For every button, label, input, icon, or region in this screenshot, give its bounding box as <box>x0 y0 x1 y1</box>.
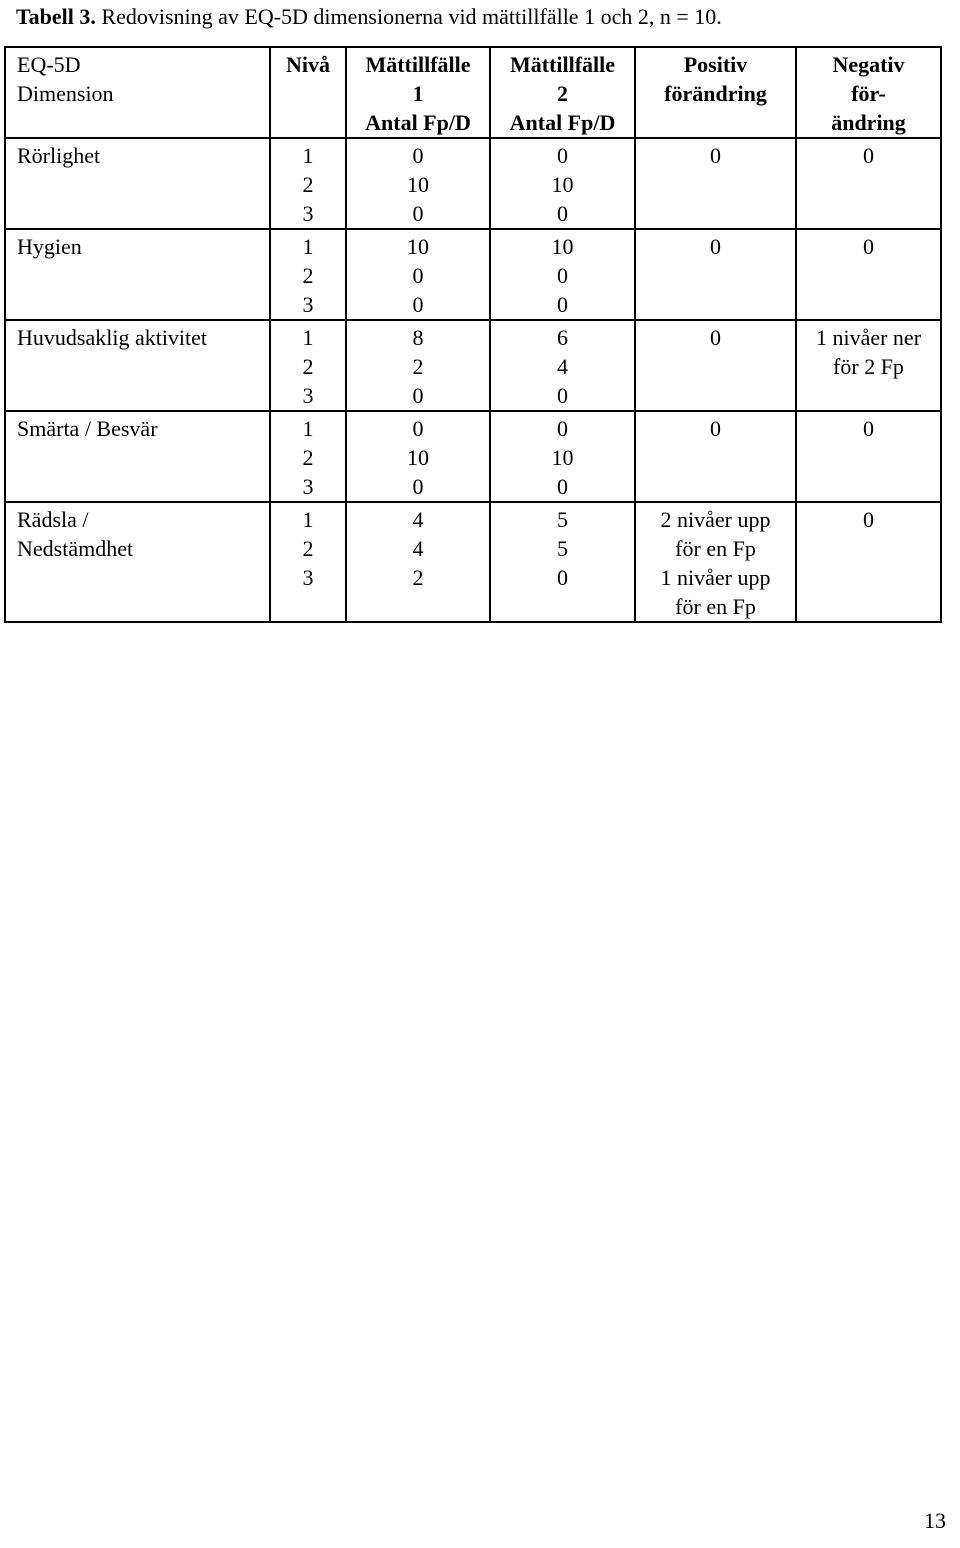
dimension-cell: Rädsla / Nedstämdhet <box>5 502 270 622</box>
m1-cell: 0 10 0 <box>346 411 490 502</box>
page-number: 13 <box>924 1508 946 1533</box>
m2-cell: 5 5 0 <box>490 502 635 622</box>
negative-cell: 0 <box>796 411 941 502</box>
m2-cell: 0 10 0 <box>490 138 635 229</box>
header-negative: Negativ för- ändring <box>796 47 941 138</box>
positive-cell: 0 <box>635 138 796 229</box>
m2-cell: 6 4 0 <box>490 320 635 411</box>
negative-cell: 0 <box>796 229 941 320</box>
positive-cell: 0 <box>635 320 796 411</box>
m1-cell: 10 0 0 <box>346 229 490 320</box>
table-row <box>5 320 941 411</box>
dimension-cell: Rörlighet <box>5 138 270 229</box>
m1-cell: 4 4 2 <box>346 502 490 622</box>
header-dimension: EQ-5D Dimension <box>5 47 270 138</box>
header-positive: Positiv förändring <box>635 47 796 138</box>
caption-label: Tabell 3. <box>16 4 96 29</box>
header-m1: Mättillfälle 1 Antal Fp/D <box>346 47 490 138</box>
dimension-cell: Huvudsaklig aktivitet <box>5 320 270 411</box>
table-row <box>5 502 941 622</box>
level-cell: 1 2 3 <box>270 138 346 229</box>
table-row <box>5 229 941 320</box>
table-row <box>5 411 941 502</box>
m2-cell: 0 10 0 <box>490 411 635 502</box>
negative-cell: 0 <box>796 138 941 229</box>
positive-cell: 0 <box>635 229 796 320</box>
negative-cell: 1 nivåer ner för 2 Fp <box>796 320 941 411</box>
level-cell: 1 2 3 <box>270 502 346 622</box>
level-cell: 1 2 3 <box>270 320 346 411</box>
dimension-cell: Hygien <box>5 229 270 320</box>
table-row <box>5 138 941 229</box>
m1-cell: 0 10 0 <box>346 138 490 229</box>
caption-text: Redovisning av EQ-5D dimensionerna vid mättillfälle 1 och 2, n = 10. <box>95 4 722 29</box>
negative-cell: 0 <box>796 502 941 622</box>
header-level: Nivå <box>270 47 346 138</box>
dimension-cell: Smärta / Besvär <box>5 411 270 502</box>
positive-cell: 0 <box>635 411 796 502</box>
level-cell: 1 2 3 <box>270 229 346 320</box>
m2-cell: 10 0 0 <box>490 229 635 320</box>
header-m2: Mättillfälle 2 Antal Fp/D <box>490 47 635 138</box>
level-cell: 1 2 3 <box>270 411 346 502</box>
eq5d-table <box>4 46 942 623</box>
header-row <box>5 47 941 138</box>
table-caption <box>16 2 722 31</box>
positive-cell: 2 nivåer upp för en Fp 1 nivåer upp för en Fp <box>635 502 796 622</box>
m1-cell: 8 2 0 <box>346 320 490 411</box>
